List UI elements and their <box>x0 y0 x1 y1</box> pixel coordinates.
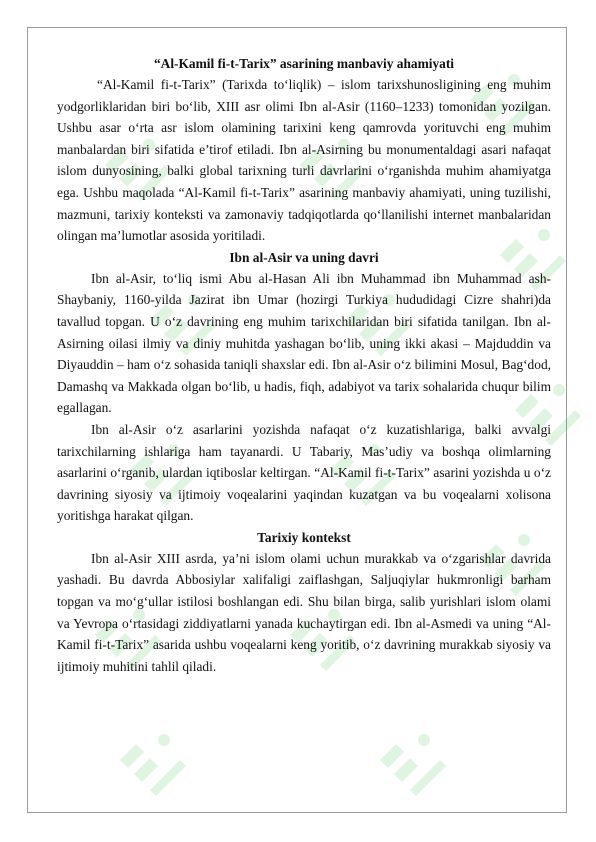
paragraph: Ibn al-Asir o‘z asarlarini yozishda nafaqat o‘z kuzatishlariga, balki avvalgi tarixchilarning ishlariga ham tayanardi. U Tabariy, Mas’udiy va boshqa olimlarning asarlarini o‘rganib, ulardan iqtiboslar keltirgan. “Al-Kamil fi-t-Tarix” asarini yozishda u o‘z davrining siyosiy va ijtimoiy voqealarini yaqindan kuzatgan va bu voqealarni xolisona yoritishga harakat qilgan. <box>57 421 551 524</box>
document-body <box>57 53 551 677</box>
document-title: “Al-Kamil fi-t-Tarix” asarining manbaviy ahamiyati <box>153 56 455 71</box>
section-heading-historical-context: Tarixiy kontekst <box>257 529 351 545</box>
paragraph: Ibn al-Asir, to‘liq ismi Abu al-Hasan Ali ibn Muhammad ibn Muhammad ash-Shaybaniy, 1160-yilda Jazirat ibn Umar (hozirgi Turkiya hududidagi Cizre shahri)da tavallud topgan. U o‘z davrining eng muhim tarixchilaridan biri sifatida tanilgan. Ibn al-Asirning oilasi ilmiy va diniy muhitda yashagan bo‘lib, uning ikki akasi – Majduddin va Diyauddin – ham o‘z sohasida taniqli shaxslar edi. Ibn al-Asir o‘z bilimini Mosul, Bag‘dod, Damashq va Makkada olgan bo‘lib, u hadis, fiqh, adabiyot va tarix sohalarida chuqur bilim egallagan. <box>57 270 551 416</box>
intro-paragraph: “Al-Kamil fi-t-Tarix” (Tarixda to‘liqlik) – islom tarixshunosligining eng muhim yodgorliklaridan biri bo‘lib, XIII asr olimi Ibn al-Asir (1160–1233) tomonidan yozilgan. Ushbu asar o‘rta asr islom olamining tarixini keng qamrovda yorituvchi eng muhim manbalardan biri sifatida e’tirof etiladi. Ibn al-Asirning bu monumentaldagi asari nafaqat islom dunyosining, balki global tarixning turli davrlarini o‘rganishda muhim ahamiyatga ega. Ushbu maqolada “Al-Kamil fi-t-Tarix” asarining manbaviy ahamiyati, uning tuzilishi, mazmuni, tarixiy konteksti va zamonaviy tadqiqotlarda qo‘llanilishi internet manbalaridan olingan ma’lumotlar asosida yoritiladi. <box>57 77 551 244</box>
paragraph: Ibn al-Asir XIII asrda, ya’ni islom olami uchun murakkab va o‘zgarishlar davrida yashadi. Bu davrda Abbosiylar xalifaligi zaiflashgan, Saljuqiylar hukmronligi barham topgan va mo‘g‘ullar istilosi boshlangan edi. Shu bilan birga, salib yurishlari islom olami va Yevropa o‘rtasidagi ziddiyatlarni yanada kuchaytirgan edi. Ibn al-Asmedi va uning “Al-Kamil fi-t-Tarix” asarida ushbu voqealarni keng yoritib, o‘z davrining murakkab siyosiy va ijtimoiy muhitini tahlil qiladi. <box>57 550 551 674</box>
section-heading-ibn-al-asir: Ibn al-Asir va uning davri <box>229 249 379 265</box>
